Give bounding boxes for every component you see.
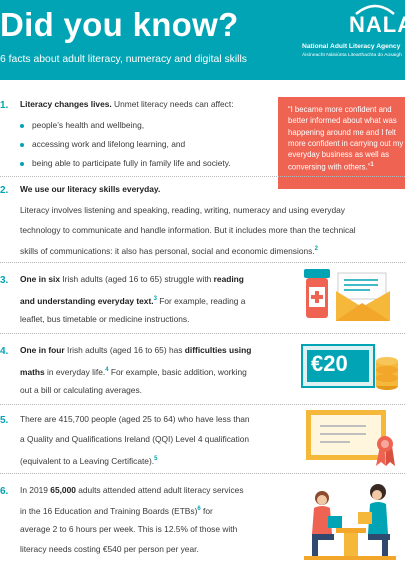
fact-5-line: There are 415,700 people (aged 25 to 64) who have less than (20, 414, 250, 424)
fact-number-3: 3. (0, 275, 9, 286)
fact-1-bullet: being able to participate fully in family life and society. (32, 158, 231, 168)
fact-2-text-line: skills of communications: it also has personal, social and economic dimensions.$^2$ (20, 245, 319, 256)
fact-5-line: a Quality and Qualifications Ireland (QQI) Level 4 qualification (20, 434, 250, 444)
fact-number-6: 6. (0, 486, 9, 497)
section-divider (0, 176, 405, 177)
two-people-reading-icon (300, 478, 400, 568)
euro-note-and-coins-icon (300, 339, 400, 394)
fact-2-text-line: Literacy involves listening and speaking, reading, writing, numeracy and using everyday (20, 205, 345, 215)
section-divider (0, 262, 405, 263)
fact-1-intro: Literacy changes lives. Unmet literacy needs can affect: (20, 99, 234, 109)
logo-organisation-name: National Adult Literacy Agency (302, 43, 401, 50)
fact-number-4: 4. (0, 346, 9, 357)
fact-6-line: average 2 to 6 hours per week. This is 12.5% of those with (20, 524, 238, 534)
fact-4-line: out a bill or calculating averages. (20, 385, 142, 395)
fact-1-bullet: accessing work and lifelong learning, and (32, 139, 186, 149)
fact-number-1: 1. (0, 100, 9, 111)
section-divider (0, 333, 405, 334)
fact-4-line: One in four Irish adults (aged 16 to 65) has difficulties using (20, 345, 252, 355)
section-divider (0, 473, 405, 474)
fact-number-5: 5. (0, 415, 9, 426)
fact-2-heading: We use our literacy skills everyday. (20, 184, 161, 194)
fact-6-line: literacy needs costing €540 per person per year. (20, 544, 199, 554)
fact-6-line: In 2019 65,000 adults attended attend adult literacy services (20, 485, 244, 495)
page-subtitle: 6 facts about adult literacy, numeracy and digital skills (0, 54, 247, 65)
certificate-icon (300, 404, 400, 468)
header-banner (0, 0, 414, 80)
fact-number-2: 2. (0, 185, 9, 196)
bullet-dot (20, 124, 24, 128)
medicine-and-letter-icon (300, 265, 400, 325)
page-title: Did you know? (0, 6, 239, 43)
nala-logo-wordmark: NALA (349, 12, 414, 37)
fact-3-line: leaflet, bus timetable or medicine instructions. (20, 314, 190, 324)
bullet-dot (20, 143, 24, 147)
fact-1-bullet: people’s health and wellbeing, (32, 120, 145, 130)
fact-5-line: (equivalent to a Leaving Certificate).$^5$ (20, 455, 158, 466)
fact-2-text-line: technology to communicate and handle information. But it includes more than the technical (20, 225, 356, 235)
testimonial-quote: “I became more confident and better informed about what was happening around me and I felt more confident in carrying out my everyday business as well as conversing with others.”$^1$ (288, 105, 404, 173)
fact-6-line: in the 16 Education and Training Boards (ETBs)$^6$ for (20, 505, 213, 516)
bullet-dot (20, 162, 24, 166)
fact-3-line: One in six Irish adults (aged 16 to 65) struggle with reading (20, 274, 244, 284)
logo-organisation-name-irish: Áisíneacht Náisiúnta Litearthachta do Aosaigh (302, 53, 402, 58)
euro-note-label: €20 (311, 351, 348, 376)
fact-4-line: maths in everyday life.$^4$ For example, basic addition, working (20, 366, 247, 377)
fact-3-line: and understanding everyday text.$^3$ For example, reading a (20, 295, 246, 306)
